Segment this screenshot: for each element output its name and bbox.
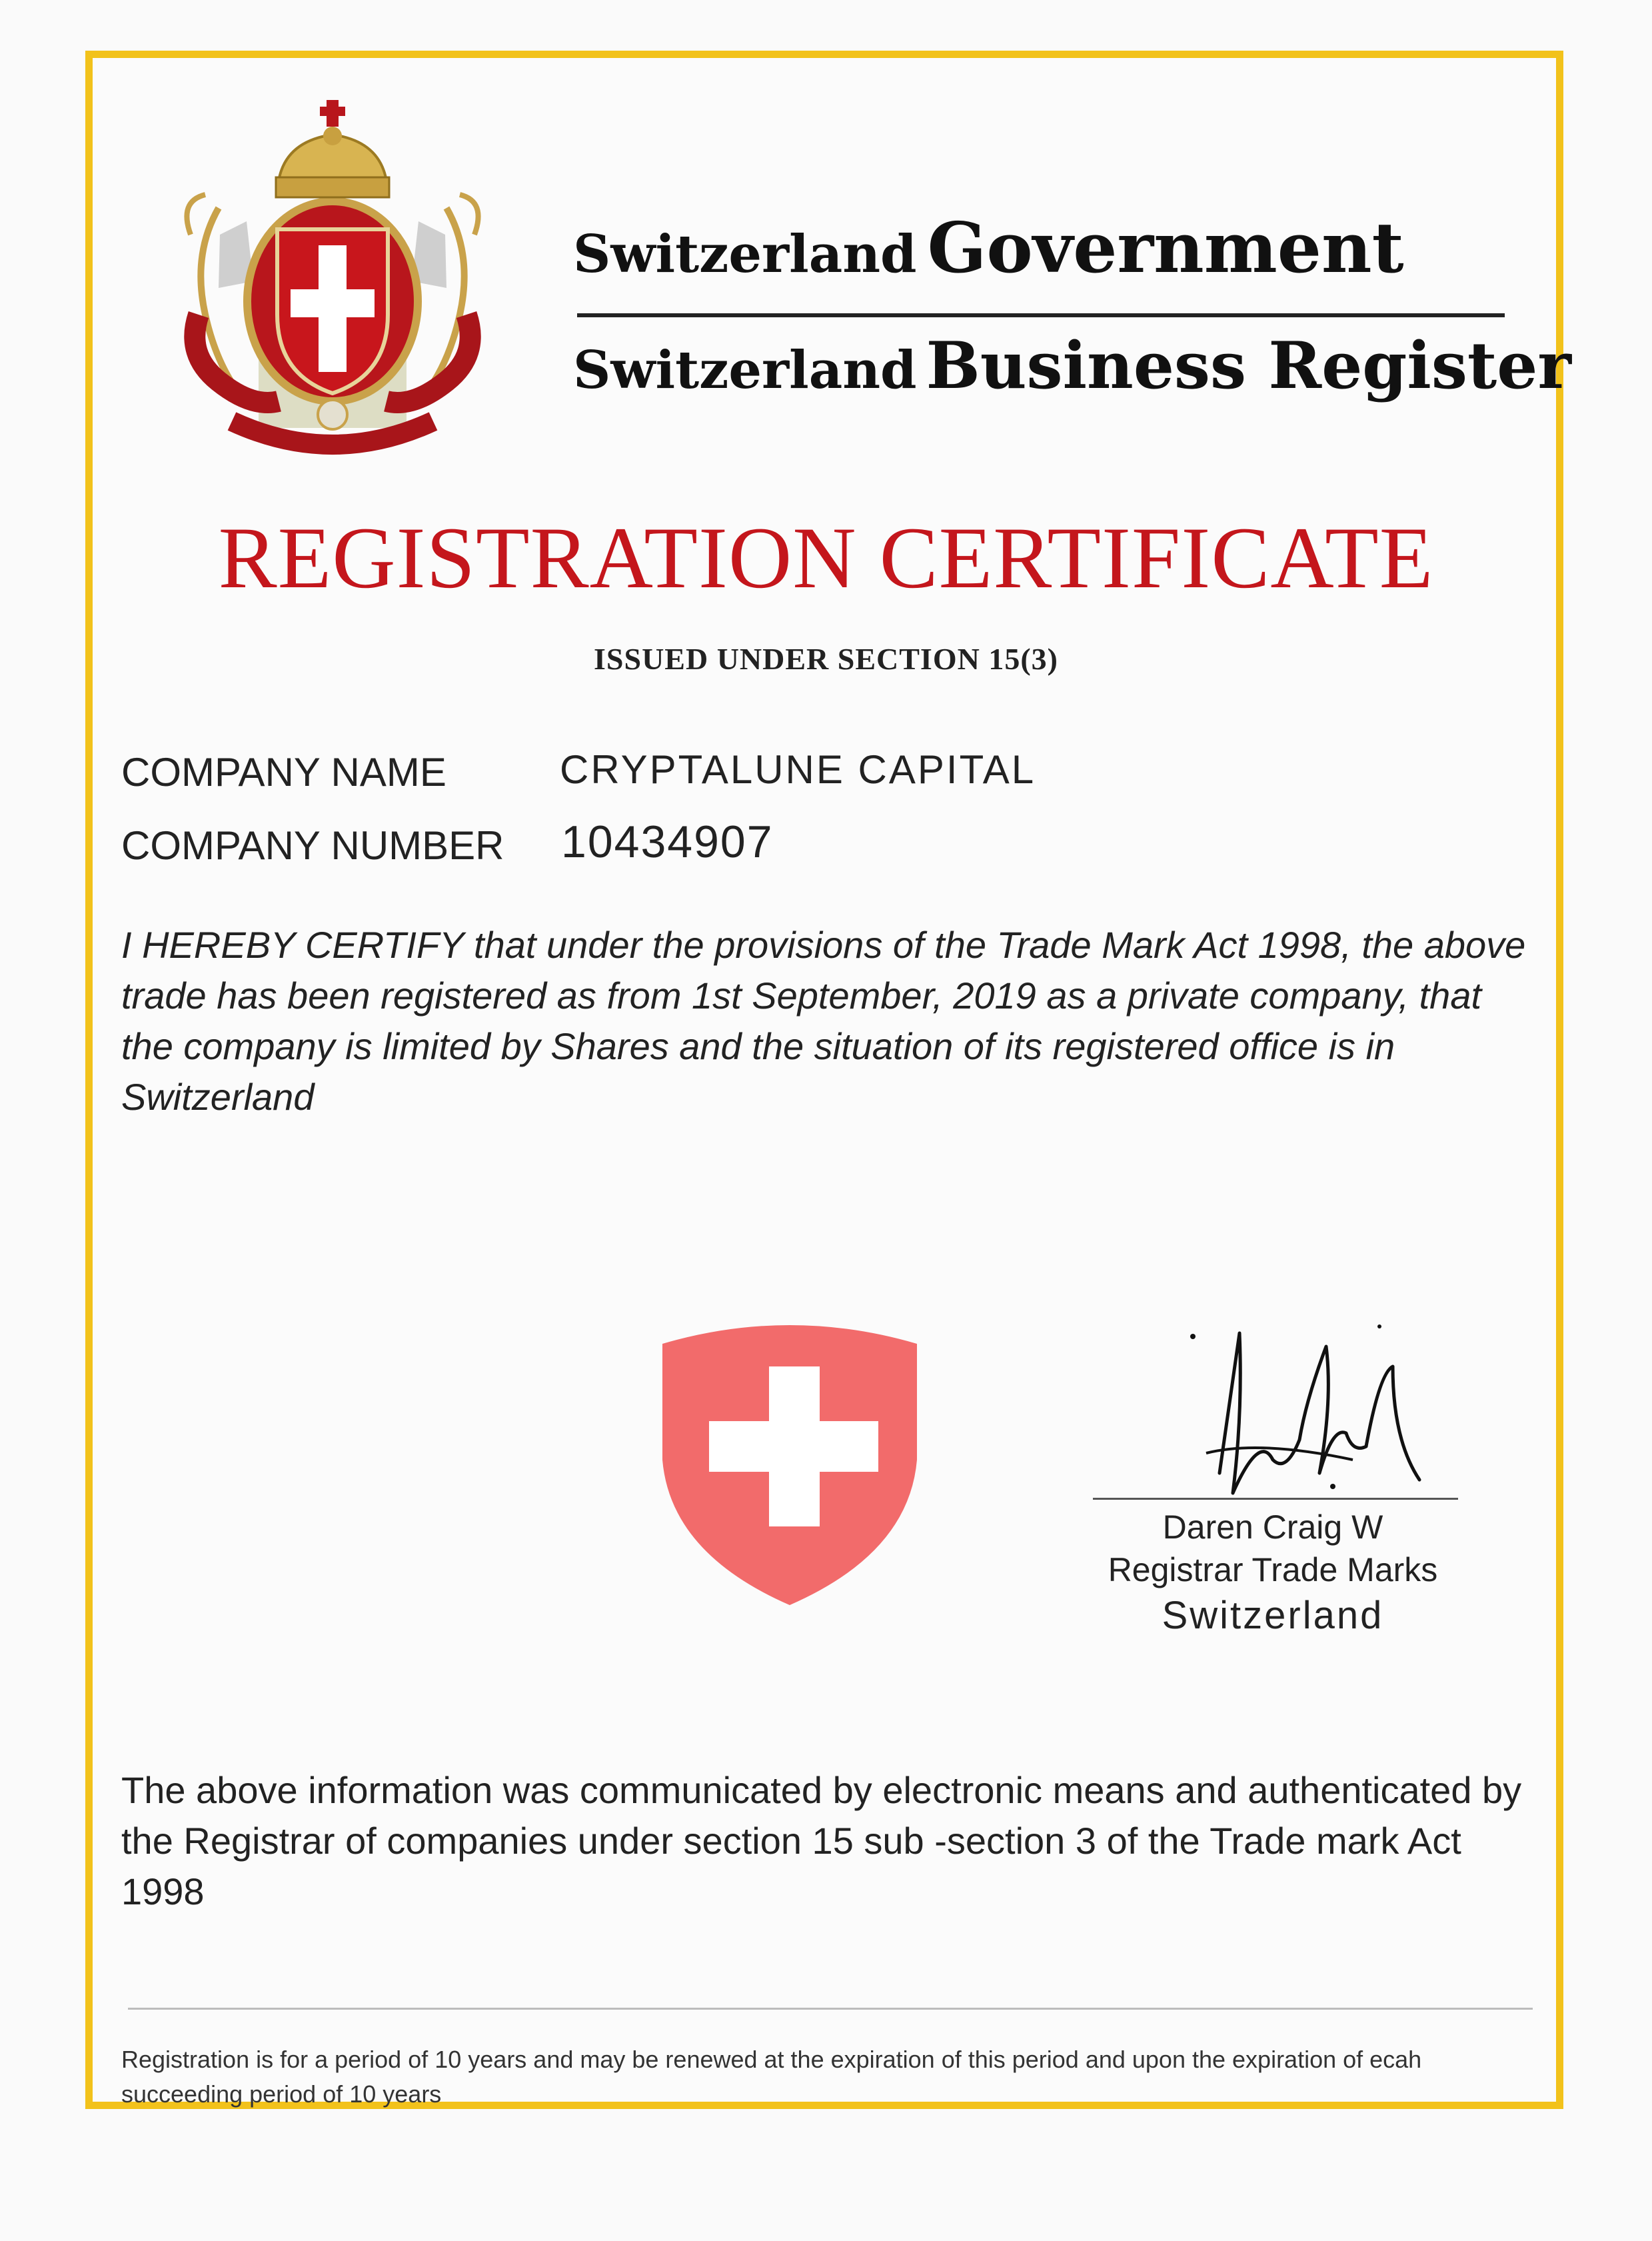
company-name-label: COMPANY NAME — [121, 750, 446, 795]
header-government — [573, 207, 1404, 289]
header-line2-title: Business Register — [926, 328, 1571, 403]
company-number-value: 10434907 — [561, 817, 774, 867]
certificate-title: REGISTRATION CERTIFICATE — [218, 509, 1434, 607]
header-line1-title: Government — [927, 207, 1404, 289]
company-name-value: CRYPTALUNE CAPITAL — [560, 747, 1036, 792]
signature-icon — [1180, 1306, 1459, 1506]
communication-statement: The above information was communicated by electronic means and authenticated by the Registrar of companies under section 15 sub -section 3 of the Trade mark Act 1998 — [121, 1769, 1522, 1912]
signature-block — [1066, 1306, 1466, 1640]
signatory-title: Registrar Trade Marks — [1108, 1551, 1438, 1588]
footer-divider — [128, 2008, 1533, 2010]
company-number-label: COMPANY NUMBER — [121, 823, 504, 868]
header-line2-country: Switzerland — [573, 340, 917, 401]
swiss-shield-icon — [662, 1320, 917, 1605]
header-business-register — [573, 328, 1571, 403]
signatory-country: Switzerland — [1162, 1594, 1384, 1637]
signatory-name: Daren Craig W — [1162, 1508, 1383, 1546]
signature-line — [1093, 1498, 1458, 1500]
coat-of-arms-icon — [179, 95, 486, 468]
registration-footnote: Registration is for a period of 10 years and may be renewed at the expiration of this period and upon the expiration of ecah succeeding period of 10 years — [121, 2046, 1422, 2108]
header-divider — [577, 313, 1505, 317]
certification-statement: I HEREBY CERTIFY that under the provisions of the Trade Mark Act 1998, the above trade has been registered as from 1st September, 2019 as a private company, that the company is limited by Shares and the situation of its registered office is in Switzerland — [121, 924, 1526, 1118]
header-line1-country: Switzerland — [573, 224, 917, 285]
issued-under-section: ISSUED UNDER SECTION 15(3) — [594, 642, 1058, 676]
